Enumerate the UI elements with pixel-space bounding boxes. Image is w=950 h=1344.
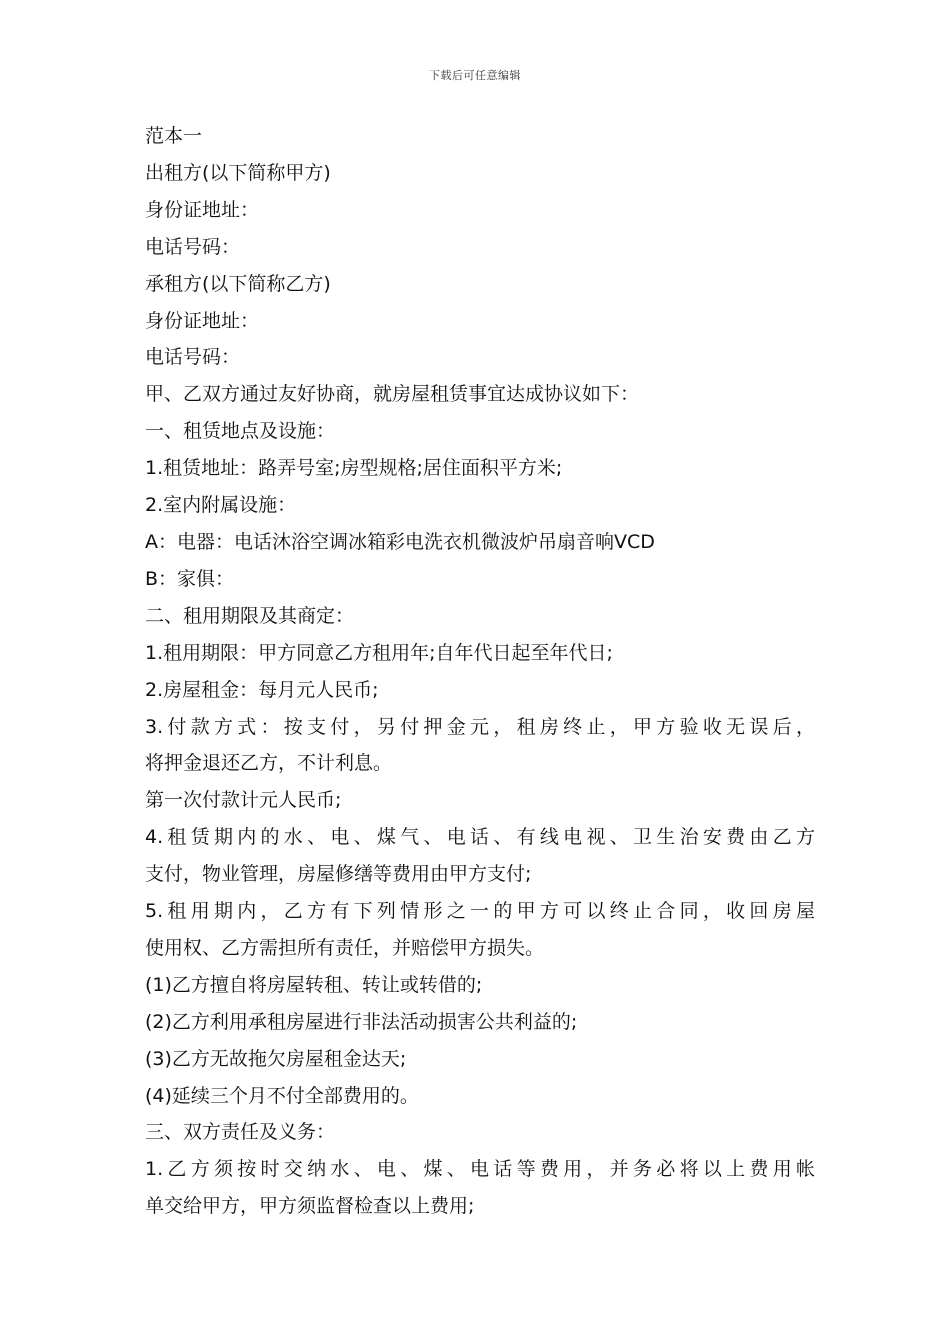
clause-2-4-cont: 支付，物业管理，房屋修缮等费用由甲方支付; (145, 863, 532, 886)
clause-2-5-item-1: (1)乙方擅自将房屋转租、转让或转借的; (145, 973, 483, 996)
clause-1-2-a: A：电器：电话沐浴空调冰箱彩电洗衣机微波炉吊扇音响VCD (145, 530, 655, 553)
clause-2-5-item-2: (2)乙方利用承租房屋进行非法活动损害公共利益的; (145, 1010, 578, 1033)
document-body (145, 118, 815, 1225)
lessor-id-address: 身份证地址： (145, 198, 260, 221)
clause-2-3-cont: 将押金退还乙方，不计利息。 (145, 752, 393, 775)
clause-1-1: 1.租赁地址：路弄号室;房型规格;居住面积平方米; (145, 457, 563, 480)
lessee-id-address: 身份证地址： (145, 309, 260, 332)
clause-heading-3: 三、双方责任及义务： (145, 1121, 336, 1144)
clause-2-5: 5.租用期内，乙方有下列情形之一的甲方可以终止合同，收回房屋 (145, 900, 815, 923)
lessee-label: 承租方(以下简称乙方) (145, 272, 331, 295)
clause-heading-1: 一、租赁地点及设施： (145, 420, 336, 443)
clause-2-1: 1.租用期限：甲方同意乙方租用年;自年代日起至年代日; (145, 641, 613, 664)
section-title: 范本一 (145, 125, 203, 147)
page-header-note: 下载后可任意编辑 (429, 69, 521, 82)
clause-2-3: 3.付款方式：按支付，另付押金元，租房终止，甲方验收无误后， (145, 715, 815, 738)
clause-2-5-item-4: (4)延续三个月不付全部费用的。 (145, 1084, 419, 1107)
lessor-label: 出租方(以下简称甲方) (145, 161, 331, 184)
clause-2-5-item-3: (3)乙方无故拖欠房屋租金达天; (145, 1047, 407, 1070)
agreement-intro: 甲、乙双方通过友好协商，就房屋租赁事宜达成协议如下： (145, 383, 640, 406)
lessee-phone: 电话号码： (145, 346, 241, 369)
clause-1-2: 2.室内附属设施： (145, 494, 297, 517)
clause-2-4: 4.租赁期内的水、电、煤气、电话、有线电视、卫生治安费由乙方 (145, 826, 815, 849)
clause-1-2-b: B：家俱： (145, 567, 235, 590)
clause-heading-2: 二、租用期限及其商定： (145, 604, 355, 627)
clause-2-2: 2.房屋租金：每月元人民币; (145, 678, 379, 701)
clause-3-1: 1.乙方须按时交纳水、电、煤、电话等费用，并务必将以上费用帐 (145, 1158, 815, 1181)
clause-2-5-cont: 使用权、乙方需担所有责任，并赔偿甲方损失。 (145, 936, 545, 959)
lessor-phone: 电话号码： (145, 235, 241, 258)
clause-2-3-first-payment: 第一次付款计元人民币; (145, 789, 342, 812)
clause-3-1-cont: 单交给甲方，甲方须监督检查以上费用; (145, 1195, 475, 1218)
